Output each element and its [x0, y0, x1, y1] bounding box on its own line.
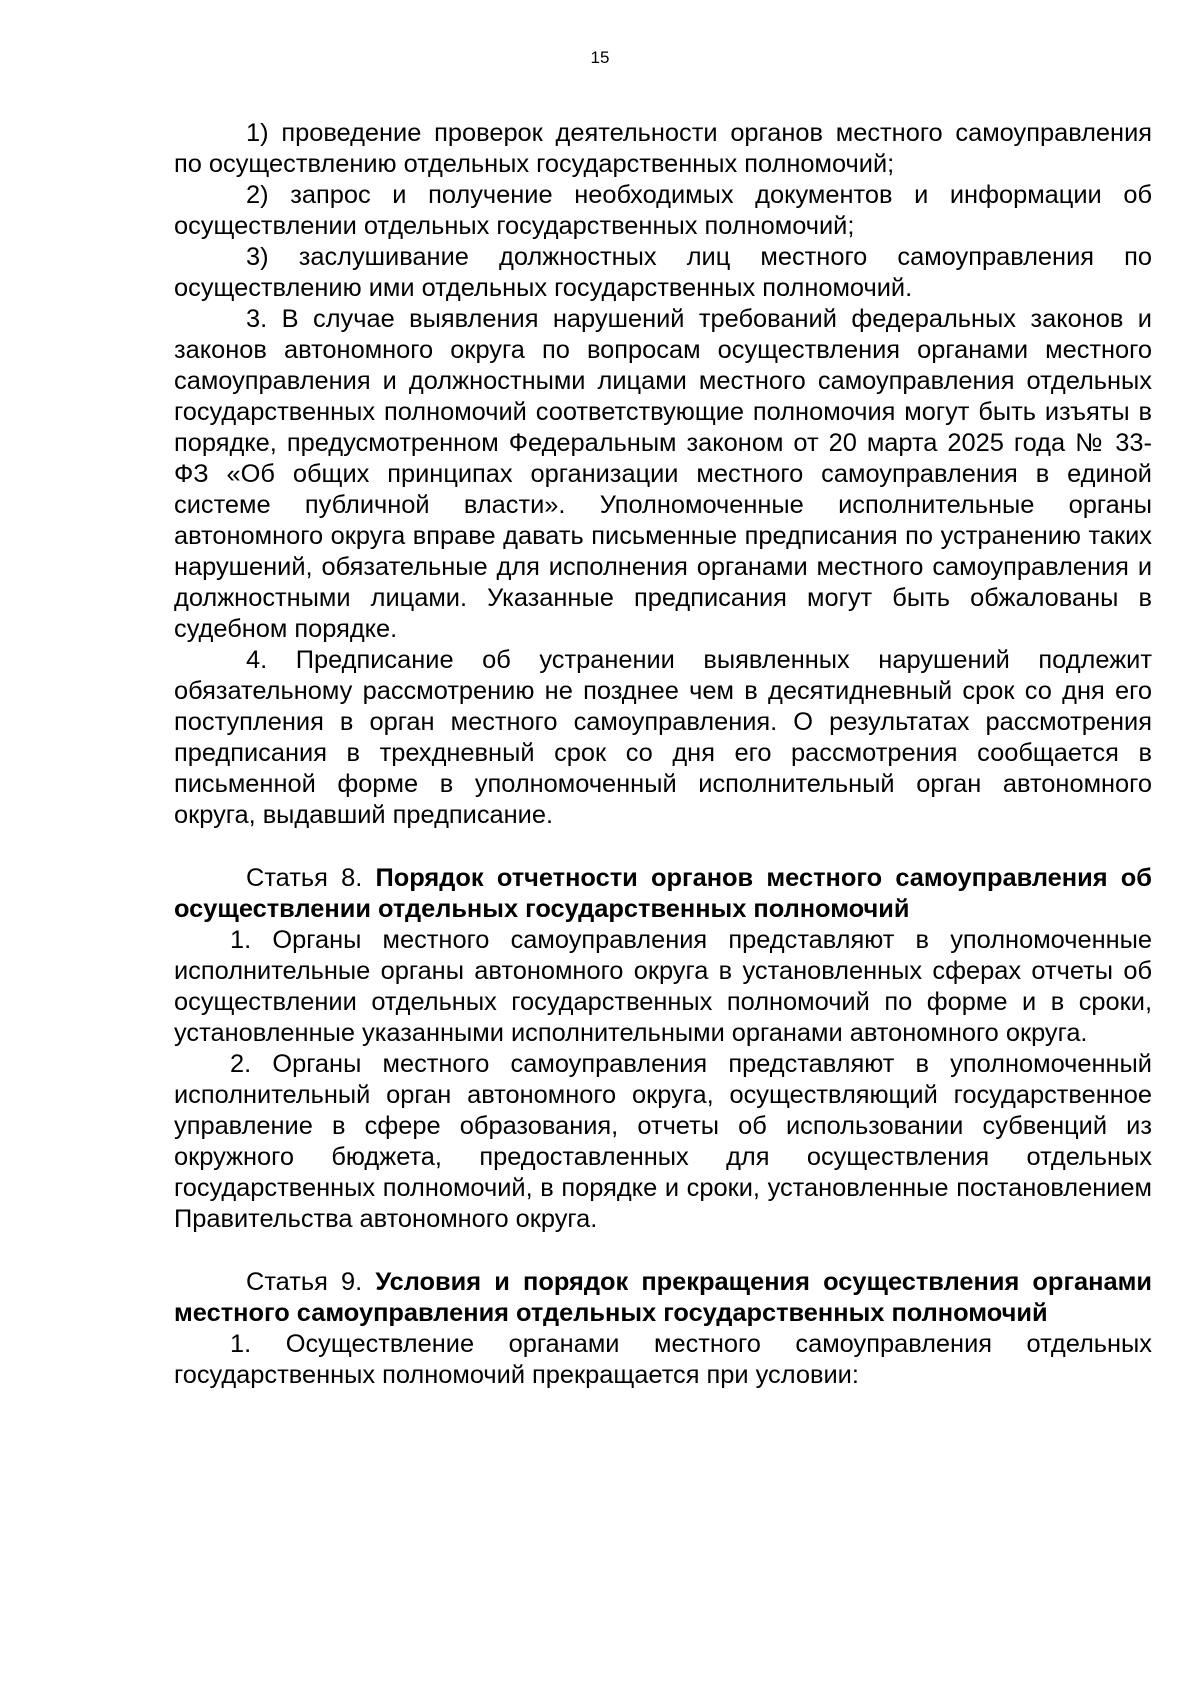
- article-9-prefix: Статья 9.: [246, 1268, 363, 1296]
- page-number: 15: [590, 48, 610, 67]
- paragraph-item-3: 3) заслушивание должностных лиц местного самоуправления по осуществлению ими отдельных государственных полномочий.: [174, 243, 1152, 302]
- document-body: [174, 118, 1152, 1391]
- article-8-heading: [174, 863, 1152, 925]
- article-8-clause-2: 2. Органы местного самоуправления представляют в уполномоченный исполнительный орган автономного округа, осуществляющий государственное управление в сфере образования, отчеты об использовании субвенций из окружного бюджета, предоставленных для осуществления отдельных государственных полномочий, в порядке и сроки, установленные постановлением Правительства автономного округа.: [174, 1050, 1152, 1233]
- paragraph-item-1: 1) проведение проверок деятельности органов местного самоуправления по осуществлению отдельных государственных полномочий;: [174, 119, 1152, 178]
- article-8-title: Порядок отчетности органов местного самоуправления об осуществлении отдельных государственных полномочий: [174, 864, 1152, 923]
- article-9-heading: [174, 1267, 1152, 1329]
- article-8-clause-1: 1. Органы местного самоуправления представляют в уполномоченные исполнительные органы автономного округа в установленных сферах отчеты об осуществлении отдельных государственных полномочий по форме и в сроки, установленные указанными исполнительными органами автономного округа.: [174, 926, 1152, 1047]
- paragraph-clause-4: 4. Предписание об устранении выявленных нарушений подлежит обязательному рассмотрению не позднее чем в десятидневный срок со дня его поступления в орган местного самоуправления. О результатах рассмотрения предписания в трехдневный срок со дня его рассмотрения сообщается в письменной форме в уполномоченный исполнительный орган автономного округа, выдавший предписание.: [174, 646, 1152, 829]
- article-9-title: Условия и порядок прекращения осуществления органами местного самоуправления отдельных государственных полномочий: [174, 1268, 1152, 1327]
- article-8-prefix: Статья 8.: [246, 864, 363, 892]
- article-9-clause-1: 1. Осуществление органами местного самоуправления отдельных государственных полномочий прекращается при условии:: [174, 1330, 1152, 1389]
- paragraph-clause-3: 3. В случае выявления нарушений требований федеральных законов и законов автономного округа по вопросам осуществления органами местного самоуправления и должностными лицами местного самоуправления отдельных государственных полномочий соответствующие полномочия могут быть изъяты в порядке, предусмотренном Федеральным законом от 20 марта 2025 года № 33-ФЗ «Об общих принципах организации местного самоуправления в единой системе публичной власти». Уполномоченные исполнительные органы автономного округа вправе давать письменные предписания по устранению таких нарушений, обязательные для исполнения органами местного самоуправления и должностными лицами. Указанные предписания могут быть обжалованы в судебном порядке.: [174, 305, 1152, 643]
- paragraph-item-2: 2) запрос и получение необходимых документов и информации об осуществлении отдельных государственных полномочий;: [174, 181, 1152, 240]
